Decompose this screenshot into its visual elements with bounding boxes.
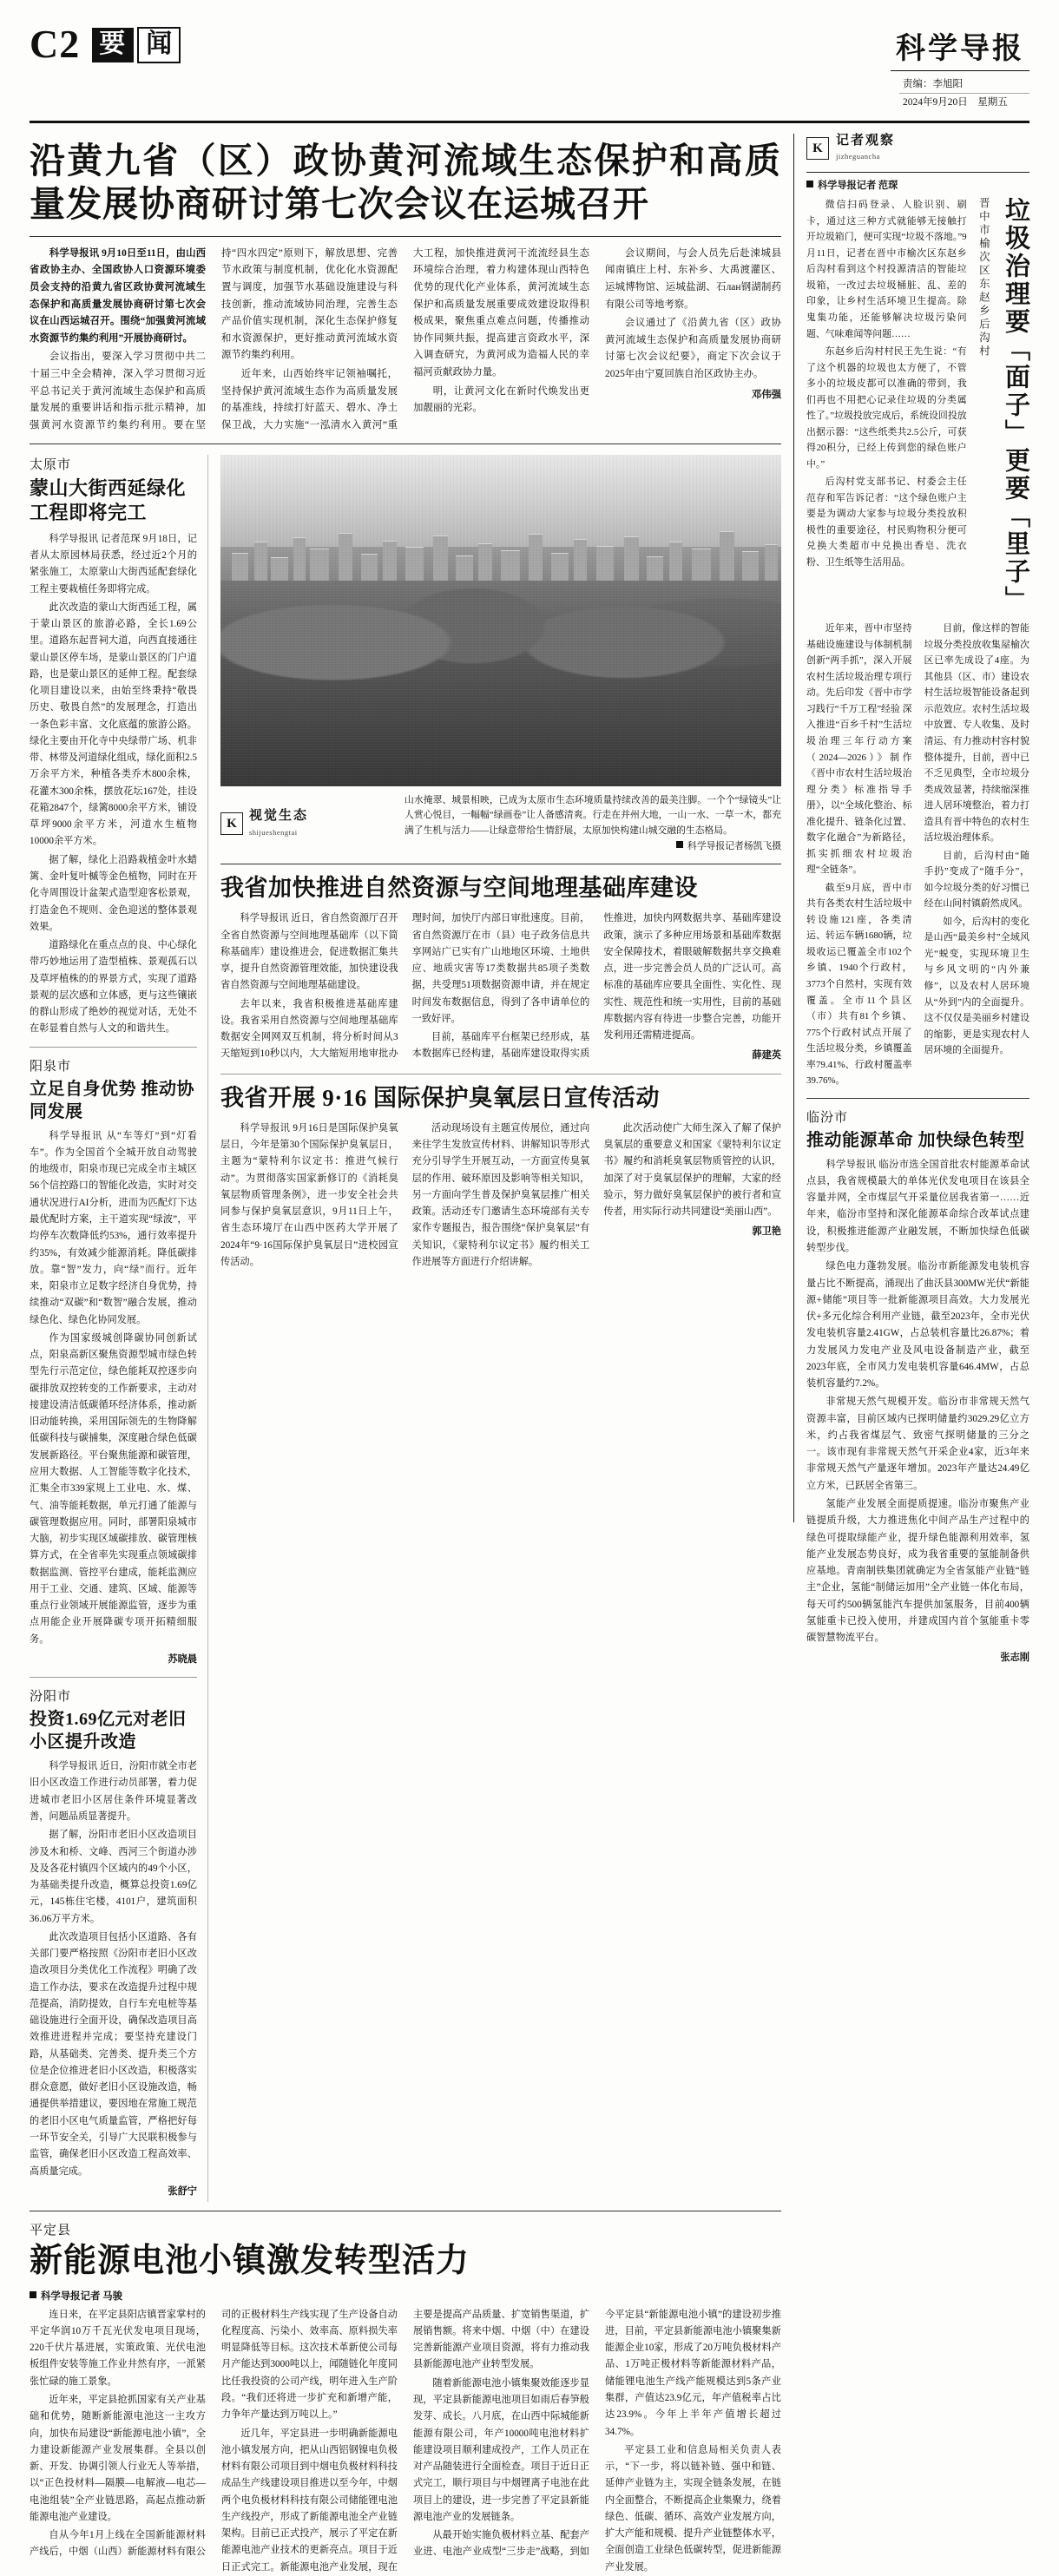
paragraph: 科学导报讯 近日，汾阳市就全市老旧小区改造工作进行动员部署，着力促进城市老旧小区居住条件环境显著改善，问题品质显著提升。 xyxy=(30,1761,198,1822)
article-resource-db xyxy=(220,873,781,1064)
masthead-left xyxy=(30,24,181,66)
article-pingding xyxy=(30,2220,781,2576)
paragraph: 如今，后沟村的变化是山西“最美乡村”全域风光“蜕变，实现环境卫生与乡风文明的“内外兼修”，以及农村人居环境从“外到”内的全面提升。这不仅仅是美丽乡村建设的缩影，更是实现农村人居环境的全面提升。 xyxy=(924,916,1029,1056)
byline-text: 科学导报记者 范琛 xyxy=(818,181,898,192)
article-linfen xyxy=(806,1107,1029,1667)
lead-paragraph: 会议期间，与会人员先后赴涑城县闻南镇庄上村、东补乡、大禹渡灌区、运城博物馆、运城盐湖、石лан钢湖制药有限公司等地考察。 xyxy=(605,247,781,310)
paragraph: 目前，后沟村由“随手扔”变成了“随手分”，如今垃圾分类的好习惯已经在山间村镇蔚然成风。 xyxy=(924,850,1029,910)
body-yangquan xyxy=(30,1128,197,1669)
paragraph: 活动现场设有主题宣传展位，通过向来往学生发放宣传材料、讲解知识等形式充分引导学生开展互动，一方面宣传臭氧层的作用、破环原因及影响等相关知识，另一方面向学生普及保护臭氧层推广相关政策。活动还专门邀请生态环境部有关专家作专题报告，报告围绕“保护臭氧层”有关知识，《蒙特利尔议定书》履约相关工作进展等方面进行介绍讲解。 xyxy=(411,1122,590,1267)
headline-yangquan: 立足自身优势 推动协同发展 xyxy=(30,1079,194,1121)
body-resource-db xyxy=(220,910,781,1064)
byline-pingding xyxy=(30,2289,781,2303)
headline-ozone-day: 我省开展 9·16 国际保护臭氧层日宣传活动 xyxy=(220,1084,661,1111)
paragraph: 随着新能源电池小镇集聚效能逐步显现，平定县新能源电池项目如雨后春笋般发芽、成长。八月底，在山西中际城能新能源有限公司，年产10000吨电池材料扩能建设项目顺利建成投产，工作人员正在对产品随装进行全面检查。项目于近日正式完工，顺行项目与中烟锂离子电池在此项目上的建设，进一步完善了平定县新能源电池产业的发展链条。 xyxy=(413,2377,589,2522)
paragraph: 科学导报讯 临汾市选全国首批农村能源革命试点县，我省规模最大的单体光伏发电项目在该县全容量并网，全市煤层气开采量位居我省第一……近年来，临汾市坚持和深化能源革命综合改革试点建设，积极推进能源产业融发展，不断加快绿色低碳转型步伐。 xyxy=(806,1159,1029,1254)
visual-eco-badge xyxy=(220,793,394,856)
lead-paragraph: 会议通过了《沿黄九省（区）政协黄河流域生态保护和高质量发展协商研讨第七次会议纪要》，商定下次会议于2025年由宁夏回族自治区政协主办。 xyxy=(605,318,781,380)
page-number: C2 xyxy=(30,22,81,66)
headline-linfen: 推动能源革命 加快绿色转型 xyxy=(806,1130,1025,1150)
lead-paragraph: 明，让黄河文化在新时代焕发出更加靓丽的光彩。 xyxy=(413,385,589,414)
city-tag-yangquan: 阳泉市 xyxy=(30,1059,72,1074)
cityscape-photo xyxy=(220,455,781,786)
photo-grain xyxy=(220,455,781,786)
paragraph: 科学导报讯 9月16日是国际保护臭氧层日，今年是第30个国际保护臭氧层日，主题为“蒙特利尔议定书：推进气候行动”。为贯彻落实国家新修订的《消耗臭氧层物质管理条例》，进一步安全社会共同参与保护臭氧层意识，9月11日上午，省生态环境厅在山西中医药大学开展了2024年“9·16国际保护臭氧层日”进校园宣传活动。 xyxy=(220,1122,398,1267)
paragraph: 道路绿化在重点点的良、中心绿化带巧妙地运用了造型植株、景观孤石以及草坪植株的的界景方式，实现了道路景观的层次感和立体感，更与这些镶嵌的群山形成了绝妙的视觉对话，无处不在彰显着自然与人文的和谐共生。 xyxy=(30,940,197,1035)
paragraph: 去年以来，我省积极推进基础库建设。我省采用自然资源与空间地理基础库数据安全网网双互机制，将分析时间从3天缩短到10秒以内，大大缩短用地审批办理时间，加快厅内部日审批速度。目前，省自然资源厅在市（县）电子政务信息共享网站广已实有广山地地区环境、土地供应、地质灾害等17类数据共85项子类数据，共受理51项数据资源申请，并在规定时间发布数据信息，得到了各申请单位的一致好评。 xyxy=(220,913,590,1060)
signature-yangquan: 苏晓晨 xyxy=(168,1653,197,1665)
paragraph: 东赵乡后沟村村民王先生说：“有了这个机器的垃圾也太方便了，不管多小的垃圾皮都可以准确的带到，我们再也不用把心记录住垃圾的分类属性了。”垃圾投放完成后，系统设回投放出据示器：“这些纸类共2.5公斤，可获得20积分，已经上传到您的绿色账户中。” xyxy=(806,346,967,470)
photo-credit xyxy=(405,839,781,855)
badge-text xyxy=(836,134,895,164)
paragraph: 作为国家级城创降碳协同创新试点，阳泉高新区聚焦资源型城市绿色转型先行示范定位，绿色能耗双控逐步向碳排放双控转变的工作新要求，主动对接建设清洁低碳循环经济体系，推动新旧动能转换，采用国际领先的生物降解低碳科技与碳捕集，深度融合绿色低碳发展新路径。平台聚焦能源和碳管理，应用大数据、人工智能等数字化技术，汇集全市339家规上工业电、水、煤、气、油等能耗数据，单元打通了能源与碳管理数据应用。同时，部署阳泉城市大脑，初步实现区域碳排放、碳管理核算方式，在全省率先实现重点领域碳排数据监测、管控平台建成，能耗监测应用于工业、交通、建筑、区域、能源等重点行业领域开展能源监管，逐步为重点用能企业开展降碳专项开拓精细服务。 xyxy=(30,1332,197,1645)
hero-intro xyxy=(806,197,967,614)
body-taiyuan xyxy=(30,531,197,1038)
badge-title: 视觉生态 xyxy=(249,809,309,824)
county-tag-pingding: 平定县 xyxy=(30,2224,72,2238)
byline-text: 科学导报记者 马骏 xyxy=(41,2290,122,2302)
badge-text xyxy=(249,809,308,839)
city-briefs-column xyxy=(30,455,208,2203)
paragraph: 自从今年1月上线在全国新能源材料产线后，中烟（山西）新能源材料有限公司的正极材料生产线实现了生产设备自动化程度高、污染小、效率高、原料损失率明显降低等目标。这次技术革新使公司每月产能达到3000吨以上，闻随链化年度同比任我投资的公司产线，明年进入生产阶段。“我们还将进一步扩充和新增产能，力争年产量达到万吨以上。” xyxy=(30,2309,398,2558)
photo-caption-row xyxy=(220,793,781,856)
city-tag-linfen: 临汾市 xyxy=(806,1110,849,1125)
lead-article xyxy=(30,134,781,435)
paragraph: 截至9月底，晋中市共有各类农村生活垃圾中转设施121座，各类清运、转运车辆1680辆，垃圾收运已覆盖全市102个乡镇、1940个行政村，3773个自然村，实现有效覆盖。全市11个县区（市）共有81个乡镇、775个行政村试点开展了生活垃圾分类，乡镇覆盖率79.41%、行政村覆盖率39.76%。 xyxy=(806,882,912,1087)
lead-body xyxy=(30,246,781,435)
vertical-headline-block xyxy=(806,197,1029,614)
paragraph: 从最开始实施负极材料立基、配套产业进、电池产业成型“三步走”战略，到如今平定县“新能源电池小镇”的建设初步推进，目前，平定县新能源电池小镇聚集新能源企业10家，形成了20万吨负极材料产品、1万吨正极材料等新能源材料产品，储能锂电池生产线产能规模达到5条产业集群，产值达23.9亿元，年产值税率占比达23.9%。今年上半年产值增长超过34.7%。 xyxy=(413,2309,781,2558)
masthead-right xyxy=(891,24,1029,112)
byline-jizheguancha xyxy=(806,178,1029,192)
paragraph: 据了解，绿化上沿路栽植金叶水蜡篱、金叶复叶槭等金色植物，同时在开化寺周围设计盆架式造型迎客松景观，打造金色不规则、金色迎送的整体景观效果。 xyxy=(30,854,197,932)
paragraph: 绿色电力蓬勃发展。临汾市新能源发电装机容量占比不断提高，涌现出了曲沃县300MW光伏“新能源+储能”项目等一批新能源项目高效。大力发展光伏+多元化综合利用产业链，截至2023年，全市光伏发电装机容量2.41GW，占总装机容量比26.87%；着力发展风力发电产业及风电设备制造产业，截至2023年底，全市风力发电装机容量646.4MW，占总装机容量约7.2%。 xyxy=(806,1261,1029,1390)
signature-resource-db: 薛建英 xyxy=(752,1050,781,1061)
section-label-char-1: 要 xyxy=(92,28,134,62)
lead-paragraph: 科学导报讯 9月10日至11日，由山西省政协主办、全国政协人口资源环境委员会支持的沿黄九省区政协黄河流域生态保护和高质量发展协商研讨第七次会议在山西运城召开。围绕“加强黄河流域水资源节约集约利用”开展协商研讨。 xyxy=(30,247,206,344)
k-logo-icon: K xyxy=(806,137,829,160)
paragraph: 连日来，在平定县阳店镇晋家掌村的平定华润10万千瓦光伏发电项目现场，220千伏片基进展，实策政策、光伏电池板组件安装等施工作业井然有序，一派紧张忙碌的施工景象。 xyxy=(30,2309,206,2387)
paragraph: 目前，像这样的智能垃圾分类投放收集屋榆次区已率先成设了4座。为其他县（区、市）建设农村生活垃圾智能设备起到示范效应。农村生活垃圾中放置、专人收集、及时清运、有力推动村容村貌整体提升，目前，晋中已不乏见典型，全市垃圾分类成效显著，持续缩深推进人居环境整治，着力打造具有晋中特色的农村生活垃圾治理体系。 xyxy=(924,623,1029,844)
body-jizheguancha xyxy=(806,621,1029,1088)
rule xyxy=(806,1098,1029,1099)
paper-name: 科学导报 xyxy=(891,24,1029,71)
paragraph: 平定县工业和信息局相关负责人表示，“下一步，将以链补链、强中和链、延伸产业链为主，实现全链条发展，在链内全面整合，不断提高企业集聚力，绕着绿色、低碳、循环、高效产业发展方向，扩大产能和规模、提升产业链整体水平，全面创造工业绿色低碳转型，促进新能源产业发展。 xyxy=(605,2444,781,2573)
article-taiyuan xyxy=(30,455,197,1038)
headline-resource-db: 我省加快推进自然资源与空间地理基础库建设 xyxy=(220,875,698,902)
paragraph: 非常规天然气规模开发。临汾市非常规天然气资源丰富，目前区域内已探明储量约3029.29亿立方米，约占我省煤层气、致密气探明储量的三分之一。该市现有非常规天然气开采企业4家，近3年来非常规天然气产量逐年增加。2023年产量达24.49亿立方米，已跃居全省第三。 xyxy=(806,1396,1029,1491)
paragraph: 近年来，晋中市坚持基础设施建设与体制机制创新“两手抓”，深入开展农村生活垃圾治理专项行动。先后印发《晋中市学习践行“千万工程”经验 深入推进“百乡千村”生活垃圾治理三年行动方案（2024—2026）》制作《晋中市农村生活垃圾治理分类》标准指导手册》，以“全域化整治、标准化提升、链条化过置、数字化融合”为新路径，抓实抓细农村垃圾治理“全链条”。 xyxy=(806,623,912,876)
paragraph: 科学导报讯 从“车等灯”到“灯看车”。作为全国首个全城开放自动驾驶的地级市，阳泉市现已完成全市主城区56个信控路口的智能化改造，实时对交通状况进行AI分析，进而为匹配灯下达最优配时方案，主干道实现“绿波”，平均停车次数降低约53%，通行效率提升约35%，有效减少能源消耗。降低碳排放。靠“智”发力，向“绿”而行。近年来，阳泉市立足数字经济自身优势，持续推动“双碳”和“数智”融合发展，推动绿色化、绿色化协同发展。 xyxy=(30,1130,197,1325)
paragraph: 此次改造项目包括小区道路、各有关部门要严格按照《汾阳市老旧小区改造改项目分类优化工作流程》明确了改造工作办法，要求在改造提升过程中规范提高，消防提效，自行车充电桩等基础设施进行全面开设，确保改造项目高效推进进程并完成；要坚持充建设门路，从基础类、完善类、提升类三个方位是企位推进老旧小区改造，积极落实群众意愿，做好老旧小区设施改造，畅通提供举措建议，要因地在常施工规范的老旧小区电气质量监管，严格把好每一环节安全关，引导广大民联积极参与监管，确保老旧小区改造工程高效率、高质量完成。 xyxy=(30,1931,197,2177)
paragraph: 科学导报讯 近日，省自然资源厅召开全省自然资源与空间地理基础库（以下简称基础库）建设推进会，促进数据汇集共享，提升自然资源管理效能，加快建设我省自然资源与空间地理基础建设。 xyxy=(220,913,398,991)
paragraph: 目前，基础库平台框架已经形成，基本数据库已经构建，基础库建设取得实质性推进，加快内网数据共享、基础库建设政策，演示了多种应用场景和基础库数据安全保障技术，着眼破解数据共享交换难点，进一步完善会员人员的广泛认可。高标准的基础库应要具全面性、实化性、现实性、规范性和统一实用性，目前的基础库数据内容有待进一步整合完善，功能开发利用还需精进提高。 xyxy=(411,913,781,1060)
photo-figure xyxy=(220,455,781,856)
credit-text: 科学导报记者杨凯飞摄 xyxy=(687,841,781,852)
vertical-subhead: 晋中市榆次区东赵乡后沟村 xyxy=(977,197,990,359)
caption-body: 山水掩翠、城景相映，已成为太原市生态环境质量持续改善的最美注脚。一个个“绿镜头”让人赏心悦目，一幅幅“绿画卷”让人备感清爽。行走在并州大地，一山一水、一草一木，都充满了生机与活力——让绿意带给生情舒展，太原加快构建山城交融的生态格局。 xyxy=(405,794,781,837)
page-body xyxy=(30,133,1029,2573)
masthead-meta xyxy=(899,76,1029,112)
article-ozone-day xyxy=(220,1083,781,1271)
paragraph: 近几年，平定县进一步明确新能源电池小镇发展方向，把从山西铝钢镍电负极材料有限公司项目到中烟电负极材料科技成品生产线建设项目推进以至今年，中烟两个电负极材料科技有限公司储能锂电池生产线投产，形成了新能源电池全产业链架构。目前已正式投产，展示了平定在新能源电池产业技术的更新亮点。项目于近日正式完工。新能源电池产业发展，现在主要是提高产品质量、扩宽销售渠道，扩展销售额。将来中烟、中烟（中）在建设完善新能源产业项目资源，将有力推动我县新能源电池产业转型发展。 xyxy=(221,2309,589,2573)
paragraph: 后沟村党支部书记、村委会主任范存和军告诉记者：“这个绿色账户主要是为调动大家参与垃圾分类投放积极性的重要途径，村民购物积分便可兑换大类超市中兑换出香皂、洗衣粉、卫生纸等生活用品。 xyxy=(806,476,967,568)
headline-fenyang: 投资1.69亿元对老旧小区提升改造 xyxy=(30,1710,187,1752)
paragraph: 科学导报讯 记者范琛 9月18日，记者从太原园林局获悉，经过近2个月的紧张施工，太原蒙山大街西延配套绿化工程主要栽植任务即将完成。 xyxy=(30,533,197,595)
badge-pinyin: jizheguancha xyxy=(836,152,880,161)
editor-line: 责编：李旭阳 xyxy=(899,76,1029,94)
paragraph: 此次改造的蒙山大街西延工程，属于蒙山景区的旅游必路，全长1.69公里。道路东起晋祠大道，向西直接通往蒙山景区停车场，是蒙山景区的门户道路，也是蒙山景区的延伸工程。配套绿化项目建设以来，由始至终秉持“敬畏历史、敬畏自然”的发展理念，打造出一条色彩丰富、文化底蕴的旅游公路。绿化主要由开化寺中央绿带广场、机非带、林带及河道绿化组成，绿化面积2.5万余平方米，种植各类乔木800余株，花灌木300余株，摆放花坛167处，挂设花箱2847个，绿篱8000余平方米，铺设草坪9000余平方米，河道水生植物10000余平方米。 xyxy=(30,601,197,847)
headline-taiyuan: 蒙山大街西延绿化工程即将完工 xyxy=(30,476,187,524)
article-fenyang xyxy=(30,1686,197,2200)
city-tag-taiyuan: 太原市 xyxy=(30,457,72,472)
section-label-char-2: 闻 xyxy=(137,27,181,63)
lead-signature: 邓伟强 xyxy=(751,389,781,400)
paragraph: 近年来，平定县抢抓国家有关产业基础和优势，随断新能源电池这一主攻方向，加快布局建设“新能源电池小镇”，全力建设新能源产业发展集群。全县以创新、开发、协调引领人行业无人等举措，以“正色投材料—隔膜—电解液—电芯—电池组装”全产业链思路，高起点推动新能源电池产业建设。 xyxy=(30,2395,206,2522)
rule xyxy=(30,236,781,237)
lead-paragraph: 会议指出，要深入学习贯彻中共二十届三中全会精神，深入学习贯彻习近平总书记关于黄河流域生态保护和高质量发展的重要讲话和指示批示精神，加强黄河水资源节约集约利用。要在坚持“四水四定”原则下，解放思想、完善节水政策与制度机制，优化化水资源配置与调度，加强节水基础设施建设与科技创新，推动流域协同治理，完善生态产品价值实现机制，深化生态保护修复和水资源保护，更好推动黄河流域水资源节约集约利用。 xyxy=(30,247,398,430)
jizheguancha-badge xyxy=(806,134,1029,164)
section-label xyxy=(92,27,181,63)
signature-fenyang: 张舒宁 xyxy=(168,2185,197,2197)
main-column xyxy=(30,134,793,2573)
square-bullet-icon xyxy=(676,841,683,848)
square-bullet-icon xyxy=(806,181,813,187)
signature-linfen: 张志刚 xyxy=(1000,1653,1029,1664)
date-line: 2024年9月20日 星期五 xyxy=(903,97,1008,108)
paragraph: 据了解，汾阳市老旧小区改造项目涉及木和桥、文峰、西河三个街道办涉及及各花村镇四个区域内的49个小区，为基础类提升改造，概算总投资1.69亿元，145栋住宅楼，4101户，建筑面积36.06万平方米。 xyxy=(30,1830,197,1924)
rule xyxy=(30,1677,197,1678)
paragraph: 氢能产业发展全面提质提速。临汾市聚焦产业链提质升级，大力推进焦化中间产品生产过程中的绿色可提取绿能产业，提升绿色能源利用效率，氢能产业发展态势良好，成为我省重要的氢能制备供应基地。青南制铁集团就确定为全省氢能产业链“链主”企业，氢能“制储运加用”全产业链一体化布局，每天可约500辆氢能汽车提供加氢服务，目前400辆氢能重卡已投入使用，并建成国内首个氢能重卡零碳智慧物流平台。 xyxy=(806,1499,1029,1644)
body-linfen xyxy=(806,1157,1029,1667)
article-yangquan xyxy=(30,1056,197,1669)
paragraph: 微信扫码登录、人脸识别、刷卡，通过这三种方式就能够无接触打开垃圾箱门，便可实现“垃圾不落地。”9月11日，记者在晋中市榆次区东赵乡后沟村看到这个村投源清洁的智能垃圾箱，一改过去垃圾桶脏、乱、差的印象，让乡村生活环境卫生提高。除鬼集功能，还能够解决垃圾污染问题、气味难闻等问题…… xyxy=(806,200,967,339)
headline-pingding: 新能源电池小镇激发转型活力 xyxy=(30,2243,470,2280)
rule xyxy=(806,172,1029,173)
photo-and-articles-column xyxy=(220,455,781,2203)
middle-region xyxy=(30,455,781,2203)
body-ozone-day xyxy=(220,1120,781,1271)
body-fenyang xyxy=(30,1758,197,2200)
lead-paragraph: 近年来，山西始终牢记领袖嘱托，坚持保护黄河流域生态作为高质量发展的基准线，持续打好蓝天、碧水、净土保卫战，大力实施“一泓清水入黄河”重大工程，加快推进黄河干流流经县生态环境综合治理，着力构建体现山西特色优势的现代化产业体系，黄河流域生态保护和高质量发展重要成效建设取得积极成果，聚焦重点难点问题，传播推动协作同频共振，提高建言资政水平，深入调查研究，为黄河成为造福人民的幸福河贡献政协力量。 xyxy=(221,247,589,430)
side-column xyxy=(793,133,1029,1664)
paragraph: 此次活动使广大师生深入了解了保护臭氧层的重要意义和国家《蒙特利尔议定书》履约和消耗臭氧层物质管控的认识，加深了对于臭氧层保护的理解，大家的经验示，努力做好臭氧层保护的被行者和宣传者，用实际行动共同建设“美丽山西”。 xyxy=(603,1122,781,1218)
signature-ozone-day: 郭卫艳 xyxy=(752,1226,781,1238)
lead-headline: 沿黄九省（区）政协黄河流域生态保护和高质量发展协商研讨第七次会议在运城召开 xyxy=(30,140,781,224)
photo-caption-text xyxy=(405,793,781,856)
badge-pinyin: shijueshengtai xyxy=(249,827,298,837)
body-pingding xyxy=(30,2307,781,2576)
city-tag-fenyang: 汾阳市 xyxy=(30,1690,72,1705)
square-bullet-icon xyxy=(30,2291,36,2298)
k-logo-icon: K xyxy=(220,812,243,835)
masthead xyxy=(30,24,1029,123)
rule xyxy=(30,1047,197,1048)
vertical-headline: 垃圾治理要「面子」更要「里子」 xyxy=(1002,197,1029,614)
badge-title: 记者观察 xyxy=(836,133,896,148)
